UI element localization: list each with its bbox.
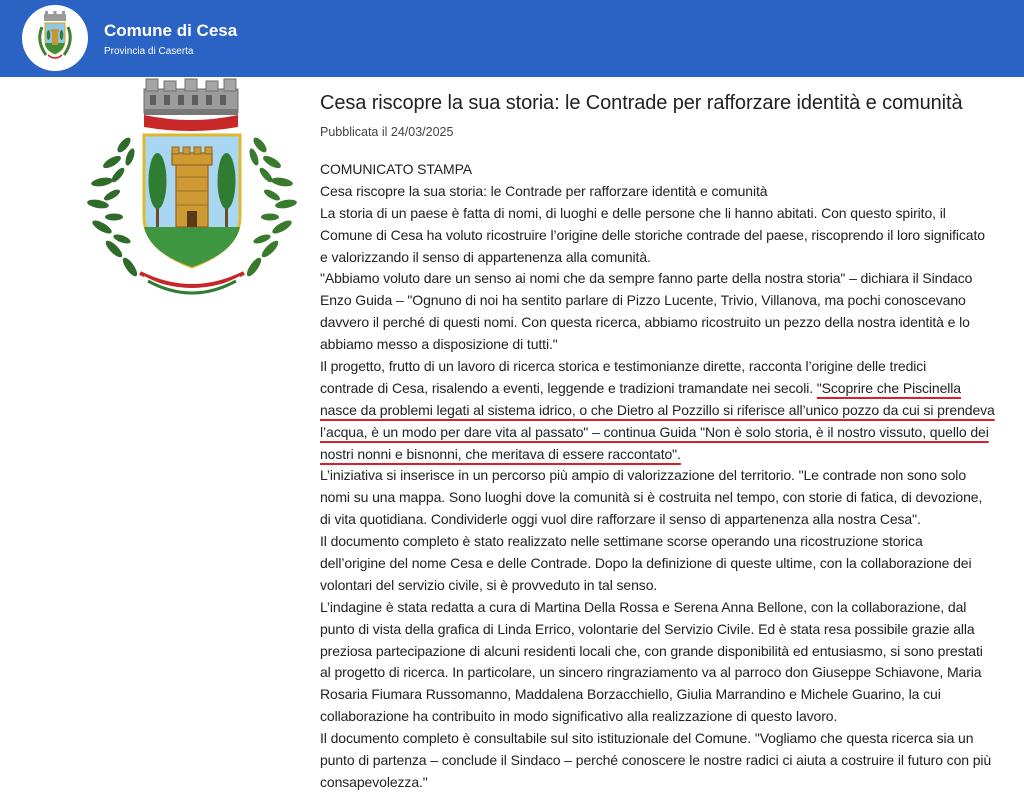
publish-date: Pubblicata il 24/03/2025 <box>320 125 454 139</box>
body-line: punto di partenza – conclude il Sindaco – perché conoscere le nostre radici ci aiuta a costruire il futuro con più <box>320 752 992 769</box>
article-title: Cesa riscopre la sua storia: le Contrade per rafforzare identità e comunità <box>320 92 963 114</box>
highlight-text: "Scoprire che Piscinella <box>816 379 961 396</box>
highlight-text: nasce da problemi legati al sistema idrico, o che Dietro al Pozzillo si riferisce all’unico pozzo da cui si prendeva <box>320 401 995 418</box>
body-line: "Abbiamo voluto dare un senso ai nomi che da sempre fanno parte della nostra storia" – dichiara il Sindaco <box>320 270 973 287</box>
body-line: L’iniziativa si inserisce in un percorso più ampio di valorizzazione del territorio. "Le contrade non sono solo <box>320 467 966 484</box>
site-name[interactable]: Comune di Cesa <box>104 21 238 40</box>
body-line-text: contrade di Cesa, risalendo a eventi, leggende e tradizioni tramandate nei secoli. <box>320 379 817 396</box>
body-line <box>320 400 1010 422</box>
body-line: dell’origine del nome Cesa e delle Contrade. Dopo la definizione di queste ultime, con la collaborazione dei <box>320 555 972 572</box>
site-subtitle: Provincia di Caserta <box>104 46 194 57</box>
crest-image <box>84 77 300 307</box>
body-line: di vita quotidiana. Condividerle oggi vuol dire rafforzare il senso di appartenenza alla nostra Cesa". <box>320 511 921 528</box>
body-line: nomi su una mappa. Sono luoghi dove la comunità si è costruita nel tempo, con storie di fatica, di devozione, <box>320 489 983 506</box>
body-line: collaborazione ha contribuito in modo significativo alla realizzazione di questo lavoro. <box>320 708 838 725</box>
body-line: davvero il perché di questi nomi. Con questa ricerca, abbiamo ricostruito un pezzo della nostra identità e lo <box>320 314 970 331</box>
body-line <box>320 378 1010 400</box>
body-line: Rosaria Fiumara Russomanno, Maddalena Borzacchiello, Giulia Marrandino e Michele Guarino, la cui <box>320 686 941 703</box>
body-line: L’indagine è stata redatta a cura di Martina Della Rossa e Serena Anna Bellone, con la collaborazione, dal <box>320 598 967 615</box>
header-logo[interactable] <box>22 5 88 71</box>
body-line: volontari del servizio civile, si è provveduto in tal senso. <box>320 576 658 593</box>
body-line: Il documento completo è stato realizzato nelle settimane scorse operando una ricostruzione storica <box>320 533 923 550</box>
body-line <box>320 444 1010 466</box>
body-line: Cesa riscopre la sua storia: le Contrade per rafforzare identità e comunità <box>320 182 768 199</box>
site-header <box>0 0 1024 77</box>
body-line: preziosa partecipazione di alcuni residenti locali che, con grande disponibilità ed entusiasmo, si sono prestati <box>320 642 983 659</box>
article <box>320 88 1010 794</box>
article-body <box>320 159 1010 794</box>
body-line: e valorizzando il senso di appartenenza alla comunità. <box>320 248 651 265</box>
body-line: Il progetto, frutto di un lavoro di ricerca storica e testimonianze dirette, racconta l’origine delle tredici <box>320 358 927 375</box>
body-line: al progetto di ricerca. In particolare, un sincero ringraziamento va al parroco don Giuseppe Schiavone, Maria <box>320 664 982 681</box>
body-line: abbiamo messo a disposizione di tutti." <box>320 336 558 353</box>
coat-of-arms-icon <box>22 5 88 71</box>
body-line: punto di vista della grafica di Linda Errico, volontarie del Servizio Civile. Ed è stata resa possibile grazie alla <box>320 620 975 637</box>
body-line: Comune di Cesa ha voluto ricostruire l’origine delle storiche contrade del paese, riscoprendo il loro significato <box>320 226 985 243</box>
body-line: Il documento completo è consultabile sul sito istituzionale del Comune. "Vogliamo che questa ricerca sia un <box>320 730 974 747</box>
body-line: Enzo Guida – "Ognuno di noi ha sentito parlare di Pizzo Lucente, Trivio, Villanova, ma pochi conoscevano <box>320 292 966 309</box>
body-line: La storia di un paese è fatta di nomi, di luoghi e delle persone che li hanno abitati. Con questo spirito, il <box>320 204 946 221</box>
body-line: consapevolezza." <box>320 773 428 790</box>
coat-of-arms-icon <box>84 77 300 307</box>
body-line: COMUNICATO STAMPA <box>320 161 473 177</box>
highlight-text: l’acqua, è un modo per dare vita al passato" – continua Guida "Non è solo storia, è il nostro vissuto, quello dei <box>320 423 989 440</box>
body-line <box>320 422 1010 444</box>
highlight-text: nostri nonni e bisnonni, che meritava di essere raccontato". <box>320 445 681 462</box>
